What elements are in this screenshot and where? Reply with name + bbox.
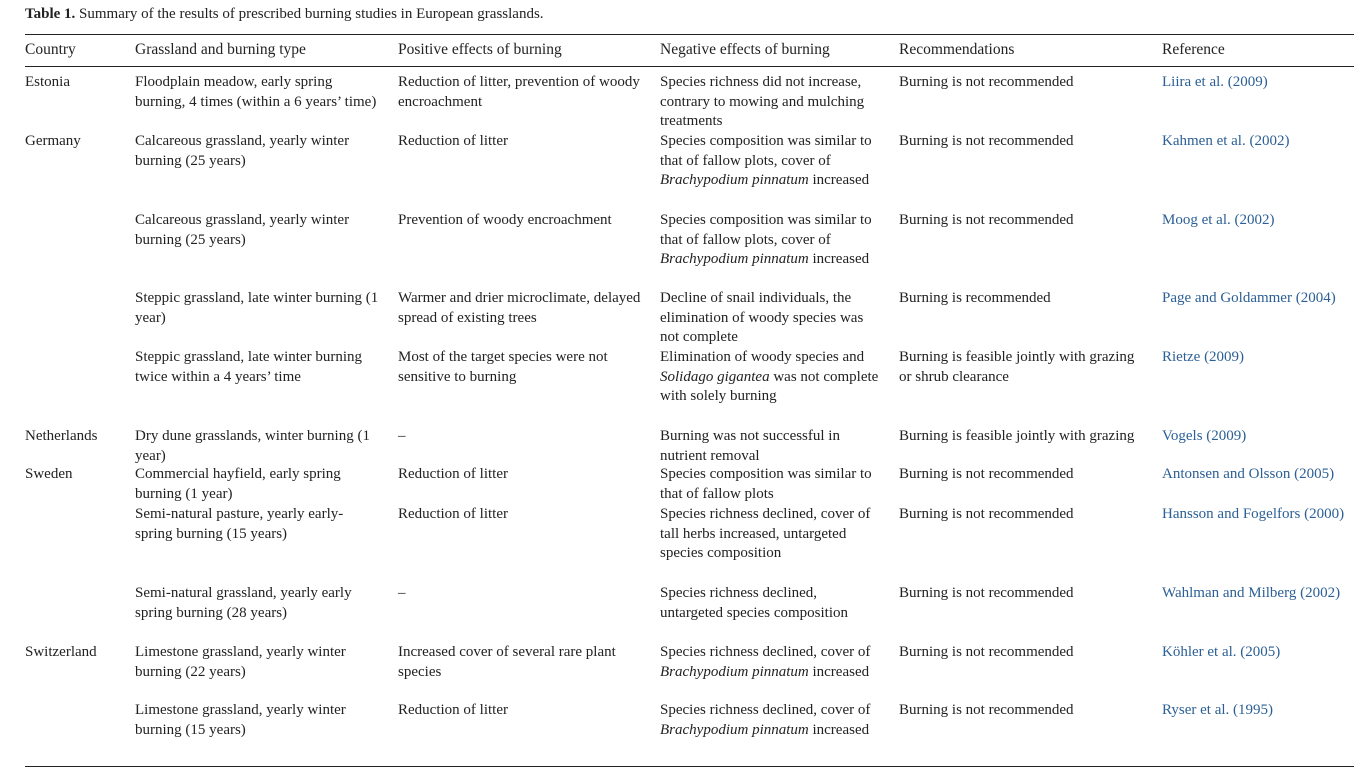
cell-negative-effects bbox=[660, 73, 882, 132]
header-rule bbox=[25, 66, 1354, 67]
cell-positive-effects: Reduction of litter bbox=[398, 133, 508, 149]
cell-negative-effects bbox=[660, 465, 882, 504]
effect-text: was not complete with solely burning bbox=[660, 368, 879, 405]
header-grassland-type: Grassland and burning type bbox=[135, 41, 306, 58]
cell-positive-effects: Reduction of litter bbox=[398, 506, 508, 522]
effect-text: Species composition was similar to that of fallow plots, cover of bbox=[660, 212, 872, 248]
cell-country: Sweden bbox=[25, 466, 73, 482]
cell-recommendation: Burning is not recommended bbox=[899, 74, 1074, 90]
cell-country: Switzerland bbox=[25, 644, 97, 660]
cell-recommendation: Burning is not recommended bbox=[899, 644, 1074, 660]
cell-grassland-type: Calcareous grassland, yearly winter burning (25 years) bbox=[135, 212, 350, 248]
cell-positive-effects: Reduction of litter bbox=[398, 466, 508, 482]
header-recommendations: Recommendations bbox=[899, 41, 1015, 58]
cell-recommendation: Burning is recommended bbox=[899, 290, 1051, 306]
species-name: Brachypodium pinnatum bbox=[660, 721, 809, 738]
cell-grassland-type: Steppic grassland, late winter burning (1 year) bbox=[135, 290, 379, 326]
species-name: Brachypodium pinnatum bbox=[660, 251, 809, 268]
header-negative-effects: Negative effects of burning bbox=[660, 41, 830, 58]
cell-negative-effects bbox=[660, 701, 882, 740]
cell-reference[interactable]: Wahlman and Milberg (2002) bbox=[1162, 585, 1341, 601]
effect-text: increased bbox=[808, 251, 870, 268]
cell-reference[interactable]: Köhler et al. (2005) bbox=[1162, 644, 1281, 660]
cell-recommendation: Burning is feasible jointly with grazing bbox=[899, 428, 1135, 444]
table-caption bbox=[25, 5, 544, 24]
table-label: Table 1. bbox=[25, 6, 76, 22]
effect-text: increased bbox=[808, 172, 870, 189]
header-country: Country bbox=[25, 41, 76, 58]
species-name: Brachypodium pinnatum bbox=[660, 663, 809, 680]
cell-positive-effects: – bbox=[398, 428, 406, 444]
effect-text: increased bbox=[808, 663, 870, 680]
effect-text: Species richness declined, cover of tall herbs increased, untargeted species composition bbox=[660, 506, 871, 562]
effect-text: increased bbox=[808, 721, 870, 738]
cell-grassland-type: Semi-natural grassland, yearly early spring burning (28 years) bbox=[135, 585, 352, 621]
bottom-rule bbox=[25, 766, 1354, 767]
cell-positive-effects: Most of the target species were not sensitive to burning bbox=[398, 349, 608, 385]
cell-negative-effects bbox=[660, 427, 882, 466]
cell-grassland-type: Floodplain meadow, early spring burning, 4 times (within a 6 years’ time) bbox=[135, 74, 377, 110]
cell-recommendation: Burning is not recommended bbox=[899, 585, 1074, 601]
cell-grassland-type: Calcareous grassland, yearly winter burning (25 years) bbox=[135, 133, 350, 169]
effect-text: Species richness declined, untargeted species composition bbox=[660, 585, 849, 621]
cell-reference[interactable]: Hansson and Fogelfors (2000) bbox=[1162, 506, 1345, 522]
cell-positive-effects: Prevention of woody encroachment bbox=[398, 212, 612, 228]
cell-country: Estonia bbox=[25, 74, 70, 90]
cell-recommendation: Burning is feasible jointly with grazing or shrub clearance bbox=[899, 349, 1135, 385]
cell-reference[interactable]: Moog et al. (2002) bbox=[1162, 212, 1275, 228]
cell-positive-effects: Increased cover of several rare plant species bbox=[398, 644, 616, 680]
cell-reference[interactable]: Liira et al. (2009) bbox=[1162, 74, 1268, 90]
table-caption-text: Summary of the results of prescribed burning studies in European grasslands. bbox=[75, 6, 544, 22]
cell-country: Netherlands bbox=[25, 428, 98, 444]
effect-text: Species richness declined, cover of bbox=[660, 644, 871, 660]
cell-grassland-type: Limestone grassland, yearly winter burning (22 years) bbox=[135, 644, 346, 680]
effect-text: Species composition was similar to that of fallow plots bbox=[660, 466, 872, 502]
header-positive-effects: Positive effects of burning bbox=[398, 41, 562, 58]
cell-recommendation: Burning is not recommended bbox=[899, 506, 1074, 522]
cell-country: Germany bbox=[25, 133, 81, 149]
species-name: Brachypodium pinnatum bbox=[660, 172, 809, 189]
cell-grassland-type: Limestone grassland, yearly winter burning (15 years) bbox=[135, 702, 346, 738]
cell-reference[interactable]: Ryser et al. (1995) bbox=[1162, 702, 1274, 718]
cell-recommendation: Burning is not recommended bbox=[899, 466, 1074, 482]
cell-recommendation: Burning is not recommended bbox=[899, 702, 1074, 718]
header-reference: Reference bbox=[1162, 41, 1225, 58]
top-rule bbox=[25, 34, 1354, 35]
effect-text: Burning was not successful in nutrient removal bbox=[660, 428, 840, 464]
effect-text: Species composition was similar to that of fallow plots, cover of bbox=[660, 133, 872, 169]
cell-reference[interactable]: Antonsen and Olsson (2005) bbox=[1162, 466, 1335, 482]
cell-recommendation: Burning is not recommended bbox=[899, 133, 1074, 149]
cell-recommendation: Burning is not recommended bbox=[899, 212, 1074, 228]
cell-negative-effects bbox=[660, 289, 882, 348]
cell-reference[interactable]: Vogels (2009) bbox=[1162, 428, 1247, 444]
cell-positive-effects: – bbox=[398, 585, 406, 601]
cell-grassland-type: Semi-natural pasture, yearly early-spring burning (15 years) bbox=[135, 506, 344, 542]
species-name: Solidago gigantea bbox=[660, 368, 770, 385]
effect-text: Species richness did not increase, contrary to mowing and mulching treatments bbox=[660, 74, 865, 130]
cell-reference[interactable]: Rietze (2009) bbox=[1162, 349, 1245, 365]
cell-grassland-type: Commercial hayfield, early spring burning (1 year) bbox=[135, 466, 341, 502]
effect-text: Elimination of woody species and bbox=[660, 349, 865, 365]
cell-positive-effects: Warmer and drier microclimate, delayed spread of existing trees bbox=[398, 290, 641, 326]
cell-negative-effects bbox=[660, 132, 882, 191]
cell-reference[interactable]: Kahmen et al. (2002) bbox=[1162, 133, 1290, 149]
cell-positive-effects: Reduction of litter, prevention of woody encroachment bbox=[398, 74, 640, 110]
cell-negative-effects bbox=[660, 348, 882, 407]
cell-negative-effects bbox=[660, 584, 882, 623]
effect-text: Decline of snail individuals, the elimination of woody species was not complete bbox=[660, 290, 864, 346]
cell-negative-effects bbox=[660, 505, 882, 564]
cell-grassland-type: Dry dune grasslands, winter burning (1 year) bbox=[135, 428, 370, 464]
cell-positive-effects: Reduction of litter bbox=[398, 702, 508, 718]
cell-reference[interactable]: Page and Goldammer (2004) bbox=[1162, 290, 1336, 306]
effect-text: Species richness declined, cover of bbox=[660, 702, 871, 718]
cell-negative-effects bbox=[660, 643, 882, 682]
cell-grassland-type: Steppic grassland, late winter burning twice within a 4 years’ time bbox=[135, 349, 363, 385]
cell-negative-effects bbox=[660, 211, 882, 270]
